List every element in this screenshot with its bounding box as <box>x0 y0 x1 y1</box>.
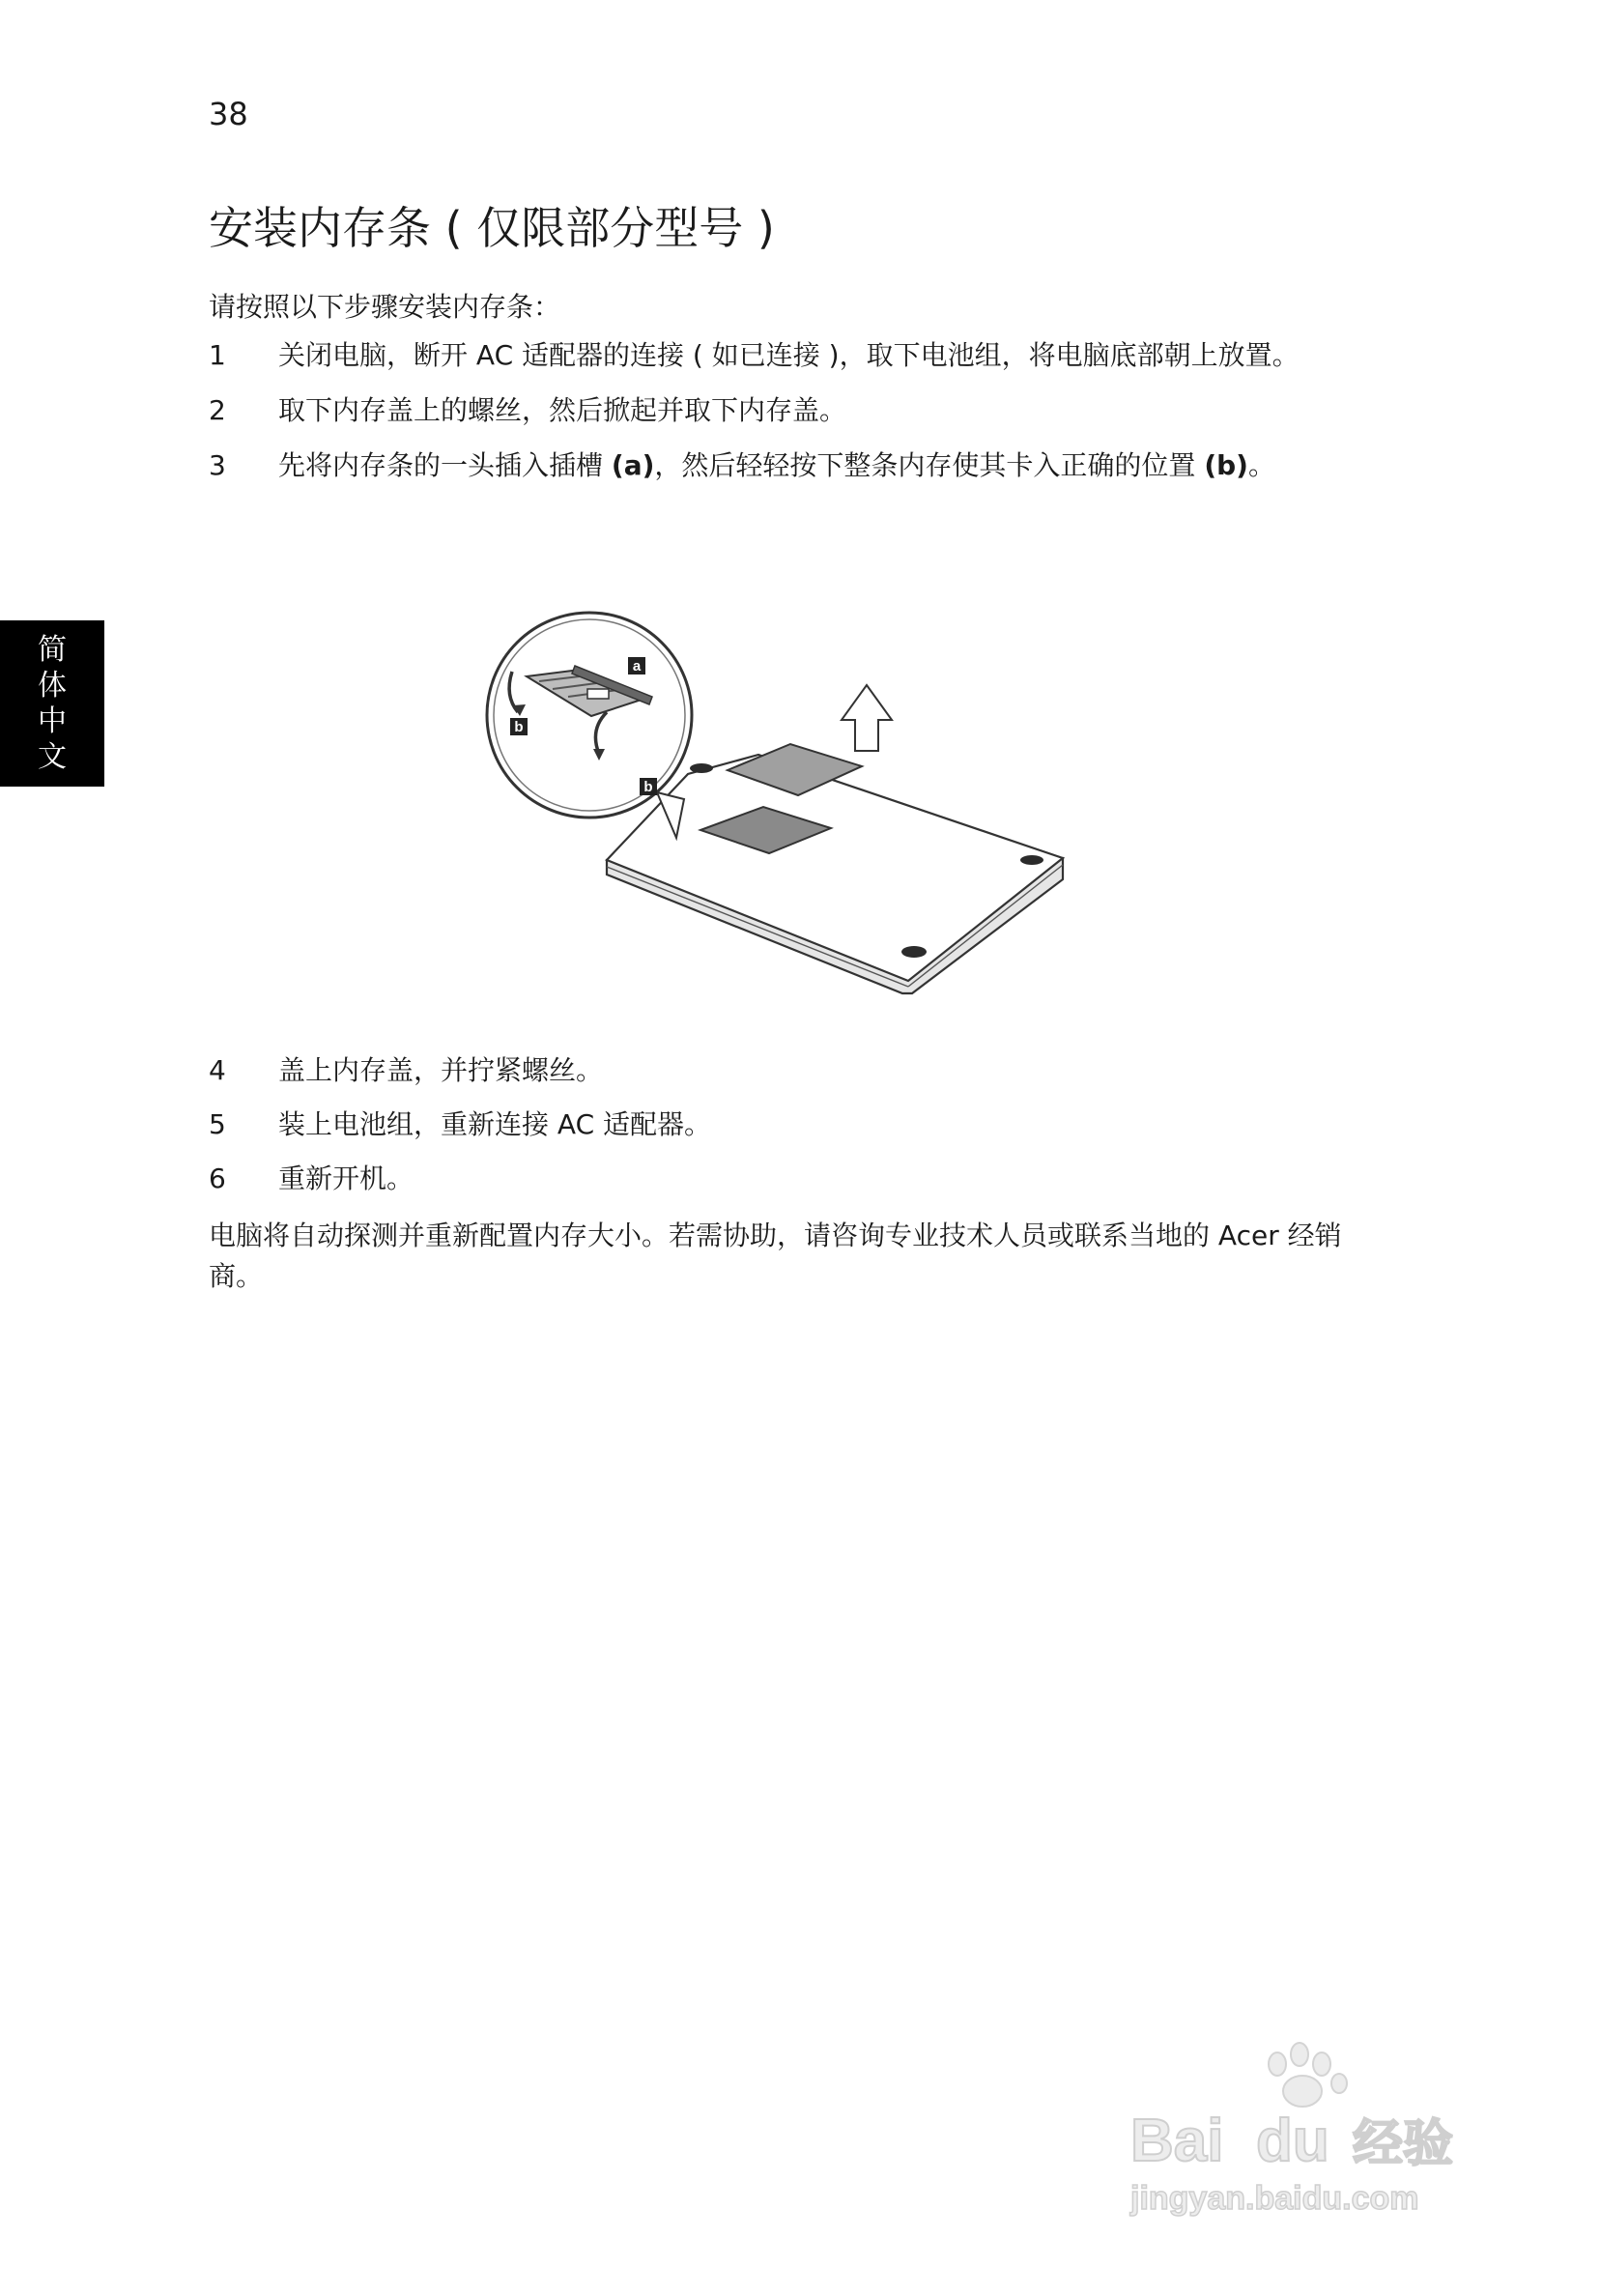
watermark-brand-right: du <box>1256 2108 1329 2174</box>
closing-paragraph: 电脑将自动探测并重新配置内存大小。若需协助，请咨询专业技术人员或联系当地的 Acer 经销商。 <box>209 1220 1342 1292</box>
page-number: 38 <box>209 96 248 132</box>
step-text: 盖上内存盖，并拧紧螺丝。 <box>278 1054 604 1086</box>
watermark-url: jingyan.baidu.com <box>1130 2180 1419 2217</box>
step-text-part: ，然后轻轻按下整条内存使其卡入正确的位置 <box>654 449 1205 481</box>
step-item <box>209 336 1358 375</box>
label-b: b <box>643 779 653 795</box>
step-number: 2 <box>209 394 226 426</box>
step-item <box>209 1105 1358 1144</box>
step-item <box>209 391 1358 430</box>
label-b: b <box>514 719 524 735</box>
steps-list-before <box>209 336 1358 502</box>
laptop-bottom <box>607 755 1063 981</box>
position-label-b: (b) <box>1204 449 1248 481</box>
side-tab-char: 文 <box>38 740 67 774</box>
paw-icon <box>1269 2043 1347 2107</box>
step-number: 3 <box>209 449 226 481</box>
side-tab-char: 体 <box>38 669 67 703</box>
section-title: 安装内存条 ( 仅限部分型号 ) <box>209 202 775 254</box>
step-text <box>278 449 1275 481</box>
step-item <box>209 1160 1358 1198</box>
language-side-tab <box>0 620 104 787</box>
baidu-watermark <box>1111 2029 1498 2223</box>
memory-install-illustration <box>483 585 1082 1000</box>
step-item <box>209 446 1358 485</box>
side-tab-char: 中 <box>38 704 67 738</box>
watermark-brand-cn: 经验 <box>1353 2115 1454 2173</box>
step-text: 关闭电脑，断开 AC 适配器的连接 ( 如已连接 )，取下电池组，将电脑底部朝上放置。 <box>278 339 1300 371</box>
label-a: a <box>632 658 642 674</box>
step-text: 重新开机。 <box>278 1162 414 1194</box>
laptop-foot <box>901 946 927 958</box>
slot-label-a: (a) <box>611 449 655 481</box>
step-item <box>209 1051 1358 1090</box>
intro-text: 请按照以下步骤安装内存条： <box>209 291 561 323</box>
step-number: 6 <box>209 1162 226 1194</box>
step-text: 装上电池组，重新连接 AC 适配器。 <box>278 1108 712 1140</box>
steps-list-after <box>209 1051 1358 1214</box>
step-text: 取下内存盖上的螺丝，然后掀起并取下内存盖。 <box>278 394 847 426</box>
step-text-part: 先将内存条的一头插入插槽 <box>278 449 612 481</box>
laptop-foot <box>1020 855 1043 865</box>
laptop-foot <box>690 763 713 773</box>
watermark-brand-left: Bai <box>1130 2108 1224 2174</box>
step-number: 4 <box>209 1054 226 1086</box>
step-number: 1 <box>209 339 226 371</box>
lift-arrow-icon <box>842 685 892 751</box>
side-tab-char: 简 <box>38 633 67 667</box>
step-number: 5 <box>209 1108 226 1140</box>
step-text-part: 。 <box>1247 449 1275 481</box>
